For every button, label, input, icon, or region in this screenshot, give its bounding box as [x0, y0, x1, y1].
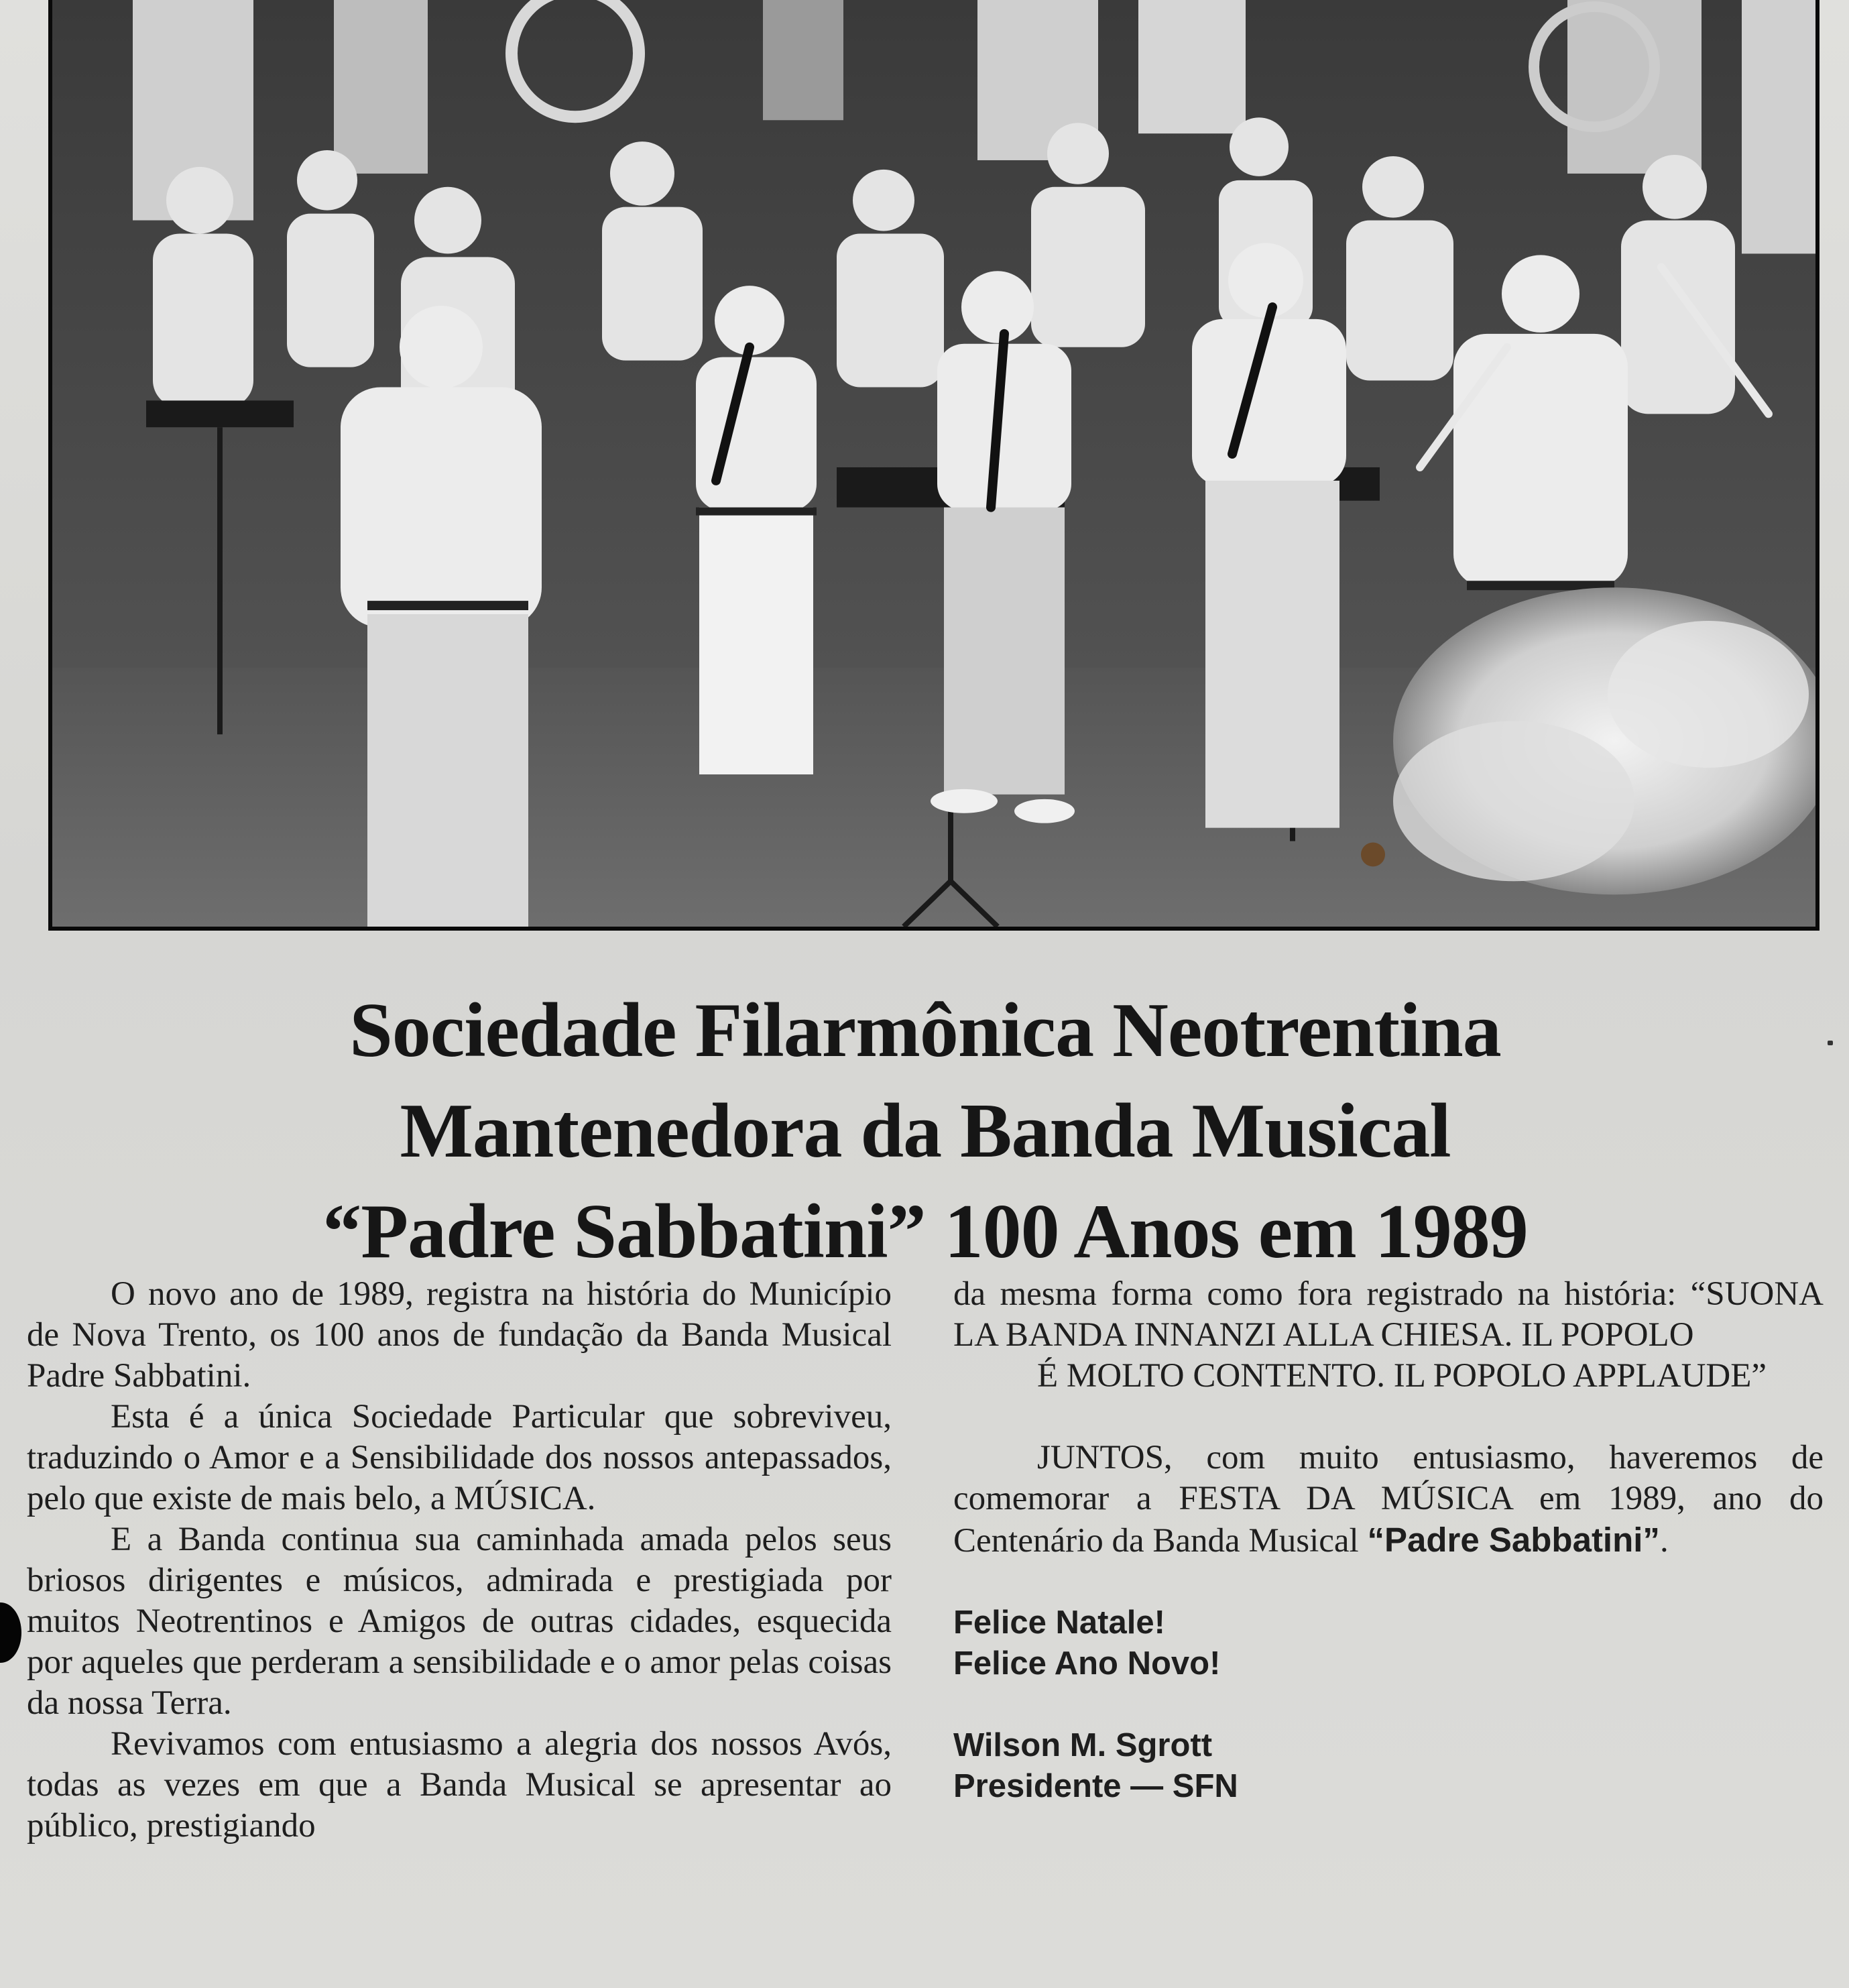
- quote-continuation: É MOLTO CONTENTO. IL POPOLO APPLAUDE”: [1037, 1357, 1767, 1395]
- paragraph-closing: [953, 1438, 1824, 1562]
- paragraph-3: E a Banda continua sua caminhada amada pelos seus briosos dirigentes e músicos, admirada e prestigiada por muitos Neotrentinos e Amigos de outras cidades, esquecida por aqueles que perderam a sensibilidade e o amor pelas coisas da nossa Terra.: [27, 1521, 892, 1722]
- greetings: [953, 1602, 1824, 1684]
- spacer: [953, 1684, 1824, 1725]
- paragraph-2: Esta é a única Sociedade Particular que sobreviveu, traduzindo o Amor e a Sensibilidade dos nossos antepassados, pelo que existe de mais belo, a MÚSICA.: [27, 1398, 892, 1517]
- signature-title: Presidente — SFN: [953, 1768, 1238, 1804]
- spacer: [953, 1397, 1824, 1438]
- band-photograph: [48, 0, 1820, 931]
- headline-line-3: “Padre Sabbatini” 100 Anos em 1989: [322, 1189, 1528, 1275]
- headline-line-2: Mantenedora da Banda Musical: [400, 1088, 1451, 1174]
- band-photo-illustration: [52, 0, 1815, 927]
- signature: [953, 1725, 1824, 1807]
- article-left-column: [27, 1274, 892, 1847]
- paragraph-4: Revivamos com entusiasmo a alegria dos nossos Avós, todas as vezes em que a Banda Musical se apresentar ao público, prestigiando: [27, 1725, 892, 1845]
- punch-hole: [0, 1602, 21, 1663]
- greeting-new-year: Felice Ano Novo!: [953, 1645, 1221, 1682]
- print-speck: [1828, 1041, 1833, 1045]
- greeting-christmas: Felice Natale!: [953, 1604, 1165, 1641]
- closing-text: JUNTOS, com muito entusiasmo, haveremos de comemorar a FESTA DA MÚSICA em 1989, ano do Centenário da Banda Musical: [953, 1439, 1824, 1560]
- headline-line-1: Sociedade Filarmônica Neotrentina: [349, 988, 1501, 1073]
- closing-period: .: [1659, 1522, 1669, 1560]
- signature-name: Wilson M. Sgrott: [953, 1727, 1213, 1763]
- headline: [80, 980, 1770, 1282]
- paragraph-continuation: da mesma forma como fora registrado na história: “SUONA LA BANDA INNANZI ALLA CHIESA. IL POPOLO: [953, 1275, 1824, 1354]
- spacer: [953, 1562, 1824, 1602]
- band-name-bold: “Padre Sabbatini”: [1367, 1521, 1660, 1559]
- paragraph-1: O novo ano de 1989, registra na história do Município de Nova Trento, os 100 anos de fundação da Banda Musical Padre Sabbatini.: [27, 1275, 892, 1395]
- article-right-column: [953, 1274, 1824, 1807]
